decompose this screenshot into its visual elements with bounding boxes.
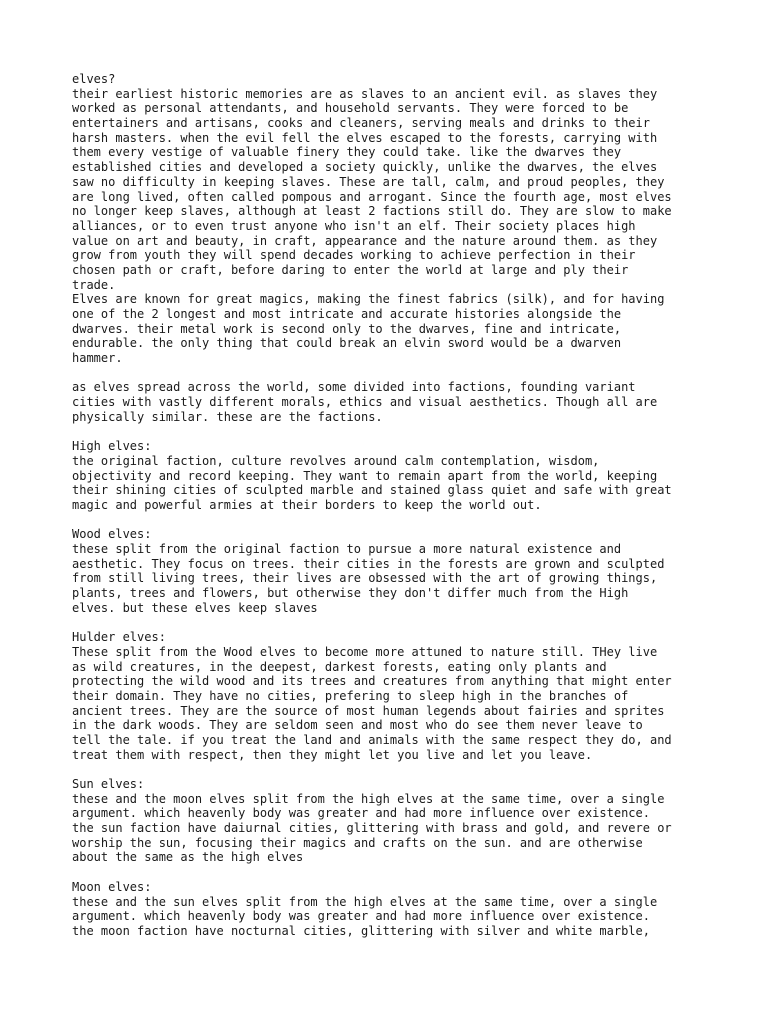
- text-line: the original faction, culture revolves around calm contemplation, wisdom,: [72, 453, 600, 468]
- text-line: these and the sun elves split from the high elves at the same time, over a single: [72, 894, 658, 909]
- paragraph: [72, 630, 712, 762]
- text-line: Hulder elves:: [72, 630, 166, 645]
- text-line: treat them with respect, then they might let you live and let you leave.: [72, 747, 593, 762]
- text-line: endurable. the only thing that could break an elvin sword would be a dwarven: [72, 336, 622, 351]
- paragraph: [72, 880, 712, 939]
- text-line: dwarves. their metal work is second only to the dwarves, fine and intricate,: [72, 321, 622, 336]
- text-line: as elves spread across the world, some divided into factions, founding variant: [72, 380, 636, 395]
- text-line: cities with vastly different morals, ethics and visual aesthetics. Though all are: [72, 395, 658, 410]
- text-line: entertainers and artisans, cooks and cleaners, serving meals and drinks to their: [72, 116, 650, 131]
- text-line: elves. but these elves keep slaves: [72, 600, 318, 615]
- text-line: aesthetic. They focus on trees. their cities in the forests are grown and sculpted: [72, 556, 665, 571]
- text-line: the moon faction have nocturnal cities, glittering with silver and white marble,: [72, 923, 650, 938]
- text-line: Wood elves:: [72, 527, 152, 542]
- paragraph: [72, 439, 712, 512]
- text-line: these split from the original faction to pursue a more natural existence and: [72, 542, 622, 556]
- text-line: alliances, or to even trust anyone who isn't an elf. Their society places high: [72, 218, 636, 233]
- text-line: trade.: [72, 277, 116, 292]
- text-line: in the dark woods. They are seldom seen and most who do see them never leave to: [72, 718, 643, 733]
- text-line: Sun elves:: [72, 777, 145, 791]
- text-line: objectivity and record keeping. They want to remain apart from the world, keeping: [72, 468, 658, 483]
- text-line: tell the tale. if you treat the land and animals with the same respect they do, and: [72, 732, 672, 747]
- text-line: harsh masters. when the evil fell the elves escaped to the forests, carrying with: [72, 130, 658, 145]
- text-line: worship the sun, focusing their magics and crafts on the sun. and are otherwise: [72, 835, 643, 850]
- document-page: [72, 72, 712, 939]
- paragraph: [72, 72, 712, 366]
- text-line: argument. which heavenly body was greater and had more influence over existence.: [72, 909, 650, 924]
- text-line: saw no difficulty in keeping slaves. These are tall, calm, and proud peoples, they: [72, 174, 665, 189]
- text-line: established cities and developed a society quickly, unlike the dwarves, the elves: [72, 160, 658, 175]
- text-line: Moon elves:: [72, 879, 152, 894]
- text-line: High elves:: [72, 439, 152, 454]
- text-line: them every vestige of valuable finery they could take. like the dwarves they: [72, 145, 622, 160]
- text-line: their earliest historic memories are as slaves to an ancient evil. as slaves they: [72, 86, 658, 101]
- text-line: value on art and beauty, in craft, appearance and the nature around them. as they: [72, 233, 658, 248]
- text-line: are long lived, often called pompous and arrogant. Since the fourth age, most elves: [72, 189, 672, 204]
- text-line: their shining cities of sculpted marble and stained glass quiet and safe with great: [72, 483, 672, 498]
- text-line: worked as personal attendants, and household servants. They were forced to be: [72, 101, 629, 116]
- text-line: Elves are known for great magics, making the finest fabrics (silk), and for having: [72, 292, 665, 307]
- text-line: as wild creatures, in the deepest, darkest forests, eating only plants and: [72, 659, 607, 674]
- text-line: protecting the wild wood and its trees and creatures from anything that might enter: [72, 674, 672, 689]
- text-line: argument. which heavenly body was greater and had more influence over existence.: [72, 806, 650, 821]
- text-line: about the same as the high elves: [72, 850, 304, 865]
- text-line: chosen path or craft, before daring to enter the world at large and ply their: [72, 262, 629, 277]
- paragraph: [72, 777, 712, 865]
- text-line: ancient trees. They are the source of most human legends about fairies and sprites: [72, 703, 665, 718]
- text-line: one of the 2 longest and most intricate and accurate histories alongside the: [72, 307, 622, 321]
- text-line: These split from the Wood elves to become more attuned to nature still. THey live: [72, 644, 658, 659]
- text-line: their domain. They have no cities, prefering to sleep high in the branches of: [72, 688, 629, 703]
- text-line: physically similar. these are the factions.: [72, 409, 383, 424]
- text-line: from still living trees, their lives are obsessed with the art of growing things,: [72, 571, 658, 586]
- text-line: elves?: [72, 72, 116, 86]
- text-line: plants, trees and flowers, but otherwise they don't differ much from the High: [72, 586, 629, 601]
- text-line: the sun faction have daiurnal cities, glittering with brass and gold, and revere or: [72, 821, 672, 836]
- text-line: no longer keep slaves, although at least 2 factions still do. They are slow to make: [72, 204, 672, 219]
- text-line: hammer.: [72, 351, 123, 366]
- text-line: magic and powerful armies at their borders to keep the world out.: [72, 497, 542, 512]
- paragraph: [72, 527, 712, 615]
- paragraph: [72, 380, 712, 424]
- text-line: these and the moon elves split from the high elves at the same time, over a single: [72, 791, 665, 806]
- text-line: grow from youth they will spend decades working to achieve perfection in their: [72, 248, 636, 263]
